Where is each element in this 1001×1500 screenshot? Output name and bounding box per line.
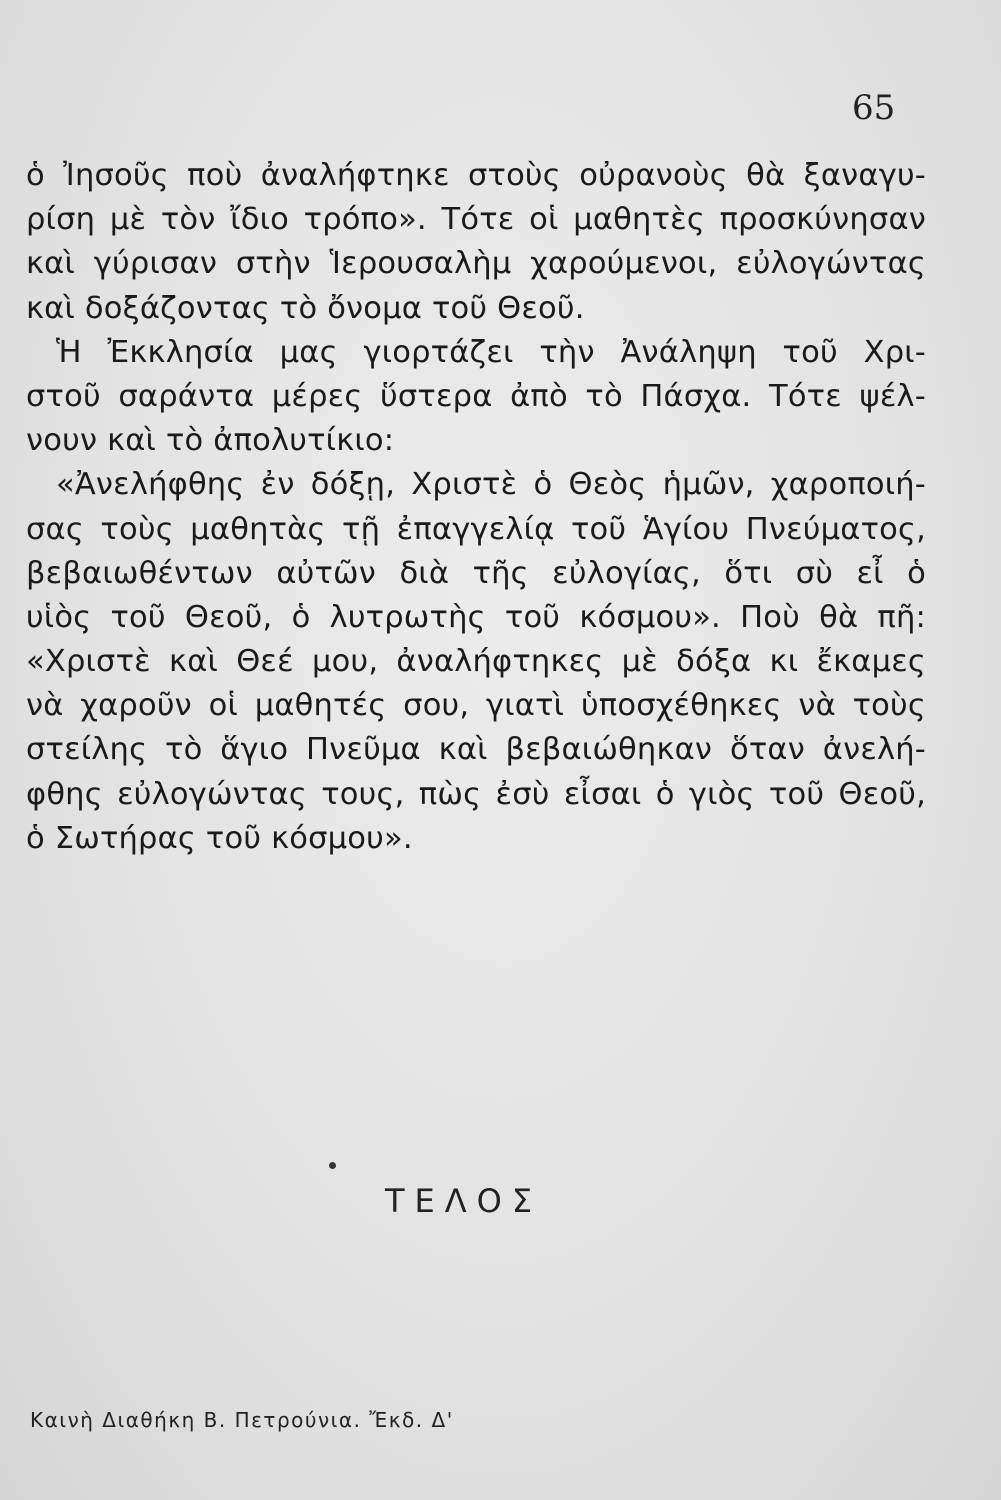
ornament-dot — [329, 1162, 336, 1169]
text-line: ρίση μὲ τὸν ἴδιο τρόπο». Τότε οἱ μαθητὲς προσκύνησαν — [26, 202, 926, 238]
page-number: 65 — [852, 88, 896, 128]
text-line: στοῦ σαράντα μέρες ὕστερα ἀπὸ τὸ Πάσχα. Τότε ψέλ- — [26, 378, 926, 414]
text-line: νουν καὶ τὸ ἀπολυτίκιο: — [26, 423, 395, 459]
text-line: καὶ γύρισαν στὴν Ἱερουσαλὴμ χαρούμενοι, εὐλογώντας — [26, 246, 926, 282]
text-line: υἱὸς τοῦ Θεοῦ, ὁ λυτρωτὴς τοῦ κόσμου». Ποὺ θὰ πῆ: — [26, 599, 926, 635]
text-line: στείλης τὸ ἅγιο Πνεῦμα καὶ βεβαιώθηκαν ὅταν ἀνελή- — [26, 732, 926, 768]
text-line: ὁ Ἰησοῦς ποὺ ἀναλήφτηκε στοὺς οὐρανοὺς θὰ ξαναγυ- — [26, 158, 926, 193]
text-line: «Χριστὲ καὶ Θεέ μου, ἀναλήφτηκες μὲ δόξα κι ἔκαμες — [26, 644, 926, 680]
body-text — [26, 154, 926, 861]
end-title: ΤΕΛΟΣ — [385, 1182, 543, 1220]
text-line: ὁ Σωτήρας τοῦ κόσμου». — [26, 820, 413, 856]
text-line: σας τοὺς μαθητὰς τῇ ἐπαγγελίᾳ τοῦ Ἁγίου Πνεύματος, — [26, 511, 926, 547]
text-line: νὰ χαροῦν οἱ μαθητές σου, γιατὶ ὑποσχέθηκες νὰ τοὺς — [26, 688, 926, 724]
text-line: «Ἀνελήφθης ἐν δόξῃ, Χριστὲ ὁ Θεὸς ἡμῶν, χαροποιή- — [56, 467, 926, 503]
text-line: Ἡ Ἐκκλησία μας γιορτάζει τὴν Ἀνάληψη τοῦ Χρι- — [56, 334, 926, 370]
text-line: βεβαιωθέντων αὐτῶν διὰ τῆς εὐλογίας, ὅτι σὺ εἶ ὁ — [26, 555, 926, 591]
text-line: φθης εὐλογώντας τους, πὼς ἐσὺ εἶσαι ὁ γιὸς τοῦ Θεοῦ, — [26, 776, 926, 812]
text-line: καὶ δοξάζοντας τὸ ὄνομα τοῦ Θεοῦ. — [26, 290, 585, 326]
page-footer: Καινὴ Διαθήκη Β. Πετρούνια. Ἔκδ. Δ' — [30, 1408, 454, 1432]
